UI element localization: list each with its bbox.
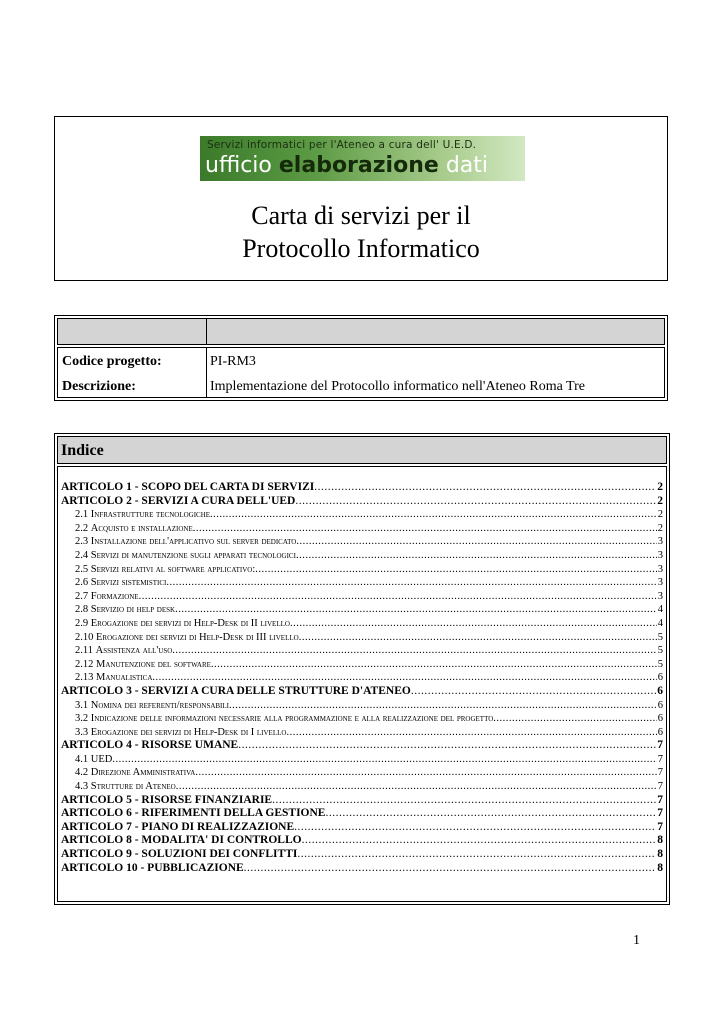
toc-leader-dots <box>255 563 656 577</box>
toc-entry-label: 4.3 Strutture di Ateneo <box>75 781 176 793</box>
toc-entry-label: 2.3 Installazione dell'applicativo sul server dedicato <box>75 536 297 548</box>
toc-leader-dots <box>229 699 657 713</box>
toc-leader-dots <box>176 780 657 794</box>
toc-entry-page: 7 <box>657 767 663 779</box>
toc-leader-dots <box>325 807 656 821</box>
toc-entry-label: 4.1 UED <box>75 753 113 765</box>
toc-entry[interactable] <box>61 481 663 495</box>
toc-entry-label: ARTICOLO 10 - PUBBLICAZIONE <box>61 861 244 874</box>
toc-entry-label: 3.2 Indicazione delle informazioni necessarie alla programmazione e alla realizzazione del progetto <box>75 713 494 725</box>
toc-entry[interactable] <box>61 862 663 876</box>
logo-word-elaborazione: elaborazione <box>278 153 439 178</box>
toc-entry-label: 2.2 Acquisto e installazione <box>75 522 193 534</box>
toc-entry-page: 7 <box>657 793 663 806</box>
toc-leader-dots <box>112 753 656 767</box>
toc-entry[interactable] <box>61 671 663 685</box>
toc-entry[interactable] <box>61 685 663 699</box>
toc-entry[interactable] <box>61 834 663 848</box>
toc-entry-page: 3 <box>657 563 663 575</box>
toc-leader-dots <box>272 794 656 808</box>
toc-entry-label: ARTICOLO 1 - SCOPO DEL CARTA DI SERVIZI <box>61 481 315 493</box>
project-info-header <box>57 318 665 345</box>
project-description-label: Descrizione: <box>62 379 136 394</box>
toc-leader-dots <box>295 495 656 509</box>
toc-entry[interactable] <box>61 699 663 713</box>
ued-logo <box>200 136 525 181</box>
column-divider <box>206 319 207 344</box>
project-info-table <box>54 315 668 401</box>
toc-body <box>57 466 667 902</box>
toc-leader-dots <box>244 862 657 876</box>
toc-entry-page: 8 <box>657 848 663 861</box>
toc-leader-dots <box>172 644 656 658</box>
toc-entry-page: 7 <box>657 820 663 833</box>
toc-leader-dots <box>211 658 657 672</box>
logo-wordmark <box>205 153 488 179</box>
toc-entry[interactable] <box>61 590 663 604</box>
toc-leader-dots <box>297 848 656 862</box>
toc-entry[interactable] <box>61 617 663 631</box>
toc-entry[interactable] <box>61 726 663 740</box>
toc-entry-label: 2.10 Erogazione dei servizi di Help-Desk di III livello <box>75 631 299 643</box>
toc-entry-page: 8 <box>657 861 663 874</box>
toc-leader-dots <box>493 712 656 726</box>
toc-leader-dots <box>290 617 657 631</box>
toc-entry[interactable] <box>61 603 663 617</box>
toc-entry-page: 2 <box>657 481 663 493</box>
toc-entry-label: ARTICOLO 2 - SERVIZI A CURA DELL'UED <box>61 494 296 507</box>
toc-entry[interactable] <box>61 821 663 835</box>
toc-entry-page: 5 <box>657 631 663 643</box>
toc-entry-page: 7 <box>657 753 663 765</box>
toc-entry[interactable] <box>61 739 663 753</box>
toc-entry[interactable] <box>61 535 663 549</box>
toc-entry-label: 3.3 Erogazione dei servizi di Help-Desk di I livello <box>75 726 287 738</box>
toc-entry-label: 2.1 Infrastrutture tecnologiche <box>75 509 211 521</box>
toc-entry-page: 4 <box>657 617 663 629</box>
toc-entry-label: 3.1 Nomina dei referenti/responsabili <box>75 699 229 711</box>
toc-leader-dots <box>286 726 656 740</box>
toc-leader-dots <box>193 522 657 536</box>
toc-entry-label: ARTICOLO 8 - MODALITA' DI CONTROLLO <box>61 834 302 847</box>
document-title-line1: Carta di servizi per il <box>251 201 471 230</box>
toc-entry-page: 5 <box>657 658 663 670</box>
toc-entry-page: 3 <box>657 577 663 589</box>
toc-entry-page: 4 <box>657 604 663 616</box>
toc-entry[interactable] <box>61 780 663 794</box>
toc-entry-label: ARTICOLO 3 - SERVIZI A CURA DELLE STRUTTURE D'ATENEO <box>61 684 411 697</box>
toc-entry-page: 2 <box>657 522 663 534</box>
toc-leader-dots <box>210 508 657 522</box>
toc-leader-dots <box>139 590 657 604</box>
toc-entry-page: 6 <box>657 699 663 711</box>
document-title <box>55 199 667 265</box>
toc-leader-dots <box>195 766 656 780</box>
toc-leader-dots <box>314 481 656 495</box>
toc-entry-page: 7 <box>657 807 663 820</box>
toc-entry[interactable] <box>61 522 663 536</box>
toc-entry-label: 4.2 Direzione Amministrativa <box>75 767 196 779</box>
toc-entry-label: 2.8 Servizio di help desk <box>75 604 176 616</box>
toc-entry-label: ARTICOLO 7 - PIANO DI REALIZZAZIONE <box>61 820 295 833</box>
toc-leader-dots <box>296 549 657 563</box>
toc-entry-page: 7 <box>657 781 663 793</box>
project-info-body <box>57 347 665 398</box>
toc-entry-page: 6 <box>657 726 663 738</box>
toc-entry-page: 3 <box>657 590 663 602</box>
document-title-line2: Protocollo Informatico <box>242 234 480 263</box>
toc-entry-page: 2 <box>657 509 663 521</box>
table-of-contents <box>54 433 670 905</box>
toc-entry-label: 2.12 Manutenzione del software <box>75 658 211 670</box>
toc-entry-page: 7 <box>657 739 663 752</box>
toc-entry-page: 2 <box>657 494 663 507</box>
toc-entry-label: ARTICOLO 6 - RIFERIMENTI DELLA GESTIONE <box>61 807 326 820</box>
logo-word-ufficio: ufficio <box>205 153 272 178</box>
toc-entry-label: 2.5 Servizi relativi al software applicativo: <box>75 563 256 575</box>
toc-list <box>61 481 663 875</box>
page-number: 1 <box>633 933 640 948</box>
toc-leader-dots <box>166 576 656 590</box>
toc-entry[interactable] <box>61 549 663 563</box>
toc-entry[interactable] <box>61 495 663 509</box>
toc-entry-label: 2.9 Erogazione dei servizi di Help-Desk di II livello <box>75 617 290 629</box>
toc-entry-label: ARTICOLO 4 - RISORSE UMANE <box>61 739 239 752</box>
project-description-value: Implementazione del Protocollo informatico nell'Ateneo Roma Tre <box>210 379 585 394</box>
toc-entry[interactable] <box>61 631 663 645</box>
project-description-row <box>58 375 664 399</box>
toc-entry-label: ARTICOLO 5 - RISORSE FINANZIARIE <box>61 793 273 806</box>
logo-tagline: Servizi informatici per l'Ateneo a cura dell' U.E.D. <box>207 139 477 151</box>
project-code-row <box>58 350 664 374</box>
toc-entry[interactable] <box>61 794 663 808</box>
title-box <box>54 116 668 281</box>
toc-entry[interactable] <box>61 766 663 780</box>
toc-leader-dots <box>299 631 657 645</box>
toc-leader-dots <box>296 535 656 549</box>
toc-entry-page: 5 <box>657 645 663 657</box>
project-code-value: PI-RM3 <box>210 354 256 369</box>
toc-leader-dots <box>302 834 657 848</box>
toc-leader-dots <box>294 821 656 835</box>
toc-entry-label: 2.11 Assistenza all'uso <box>75 645 173 657</box>
toc-entry[interactable] <box>61 712 663 726</box>
toc-leader-dots <box>411 685 656 699</box>
toc-leader-dots <box>175 603 657 617</box>
toc-entry[interactable] <box>61 576 663 590</box>
toc-entry-page: 6 <box>657 713 663 725</box>
toc-entry-page: 6 <box>657 684 663 697</box>
toc-entry-page: 3 <box>657 549 663 561</box>
toc-entry[interactable] <box>61 644 663 658</box>
toc-entry[interactable] <box>61 563 663 577</box>
toc-entry-label: 2.13 Manualistica <box>75 672 153 684</box>
toc-entry-page: 6 <box>657 672 663 684</box>
toc-entry-label: 2.7 Formazione <box>75 590 139 602</box>
project-code-label: Codice progetto: <box>62 354 162 369</box>
toc-entry[interactable] <box>61 753 663 767</box>
toc-entry[interactable] <box>61 658 663 672</box>
toc-entry[interactable] <box>61 848 663 862</box>
toc-entry-label: 2.4 Servizi di manutenzione sugli apparati tecnologici <box>75 549 296 561</box>
toc-heading: Indice <box>57 436 667 464</box>
toc-leader-dots <box>238 739 656 753</box>
toc-leader-dots <box>152 671 656 685</box>
logo-word-dati: dati <box>445 153 488 178</box>
toc-entry-label: 2.6 Servizi sistemistici <box>75 577 167 589</box>
toc-entry-page: 3 <box>657 536 663 548</box>
toc-entry[interactable] <box>61 508 663 522</box>
toc-entry-page: 8 <box>657 834 663 847</box>
toc-entry[interactable] <box>61 807 663 821</box>
toc-entry-label: ARTICOLO 9 - SOLUZIONI DEI CONFLITTI <box>61 848 298 861</box>
